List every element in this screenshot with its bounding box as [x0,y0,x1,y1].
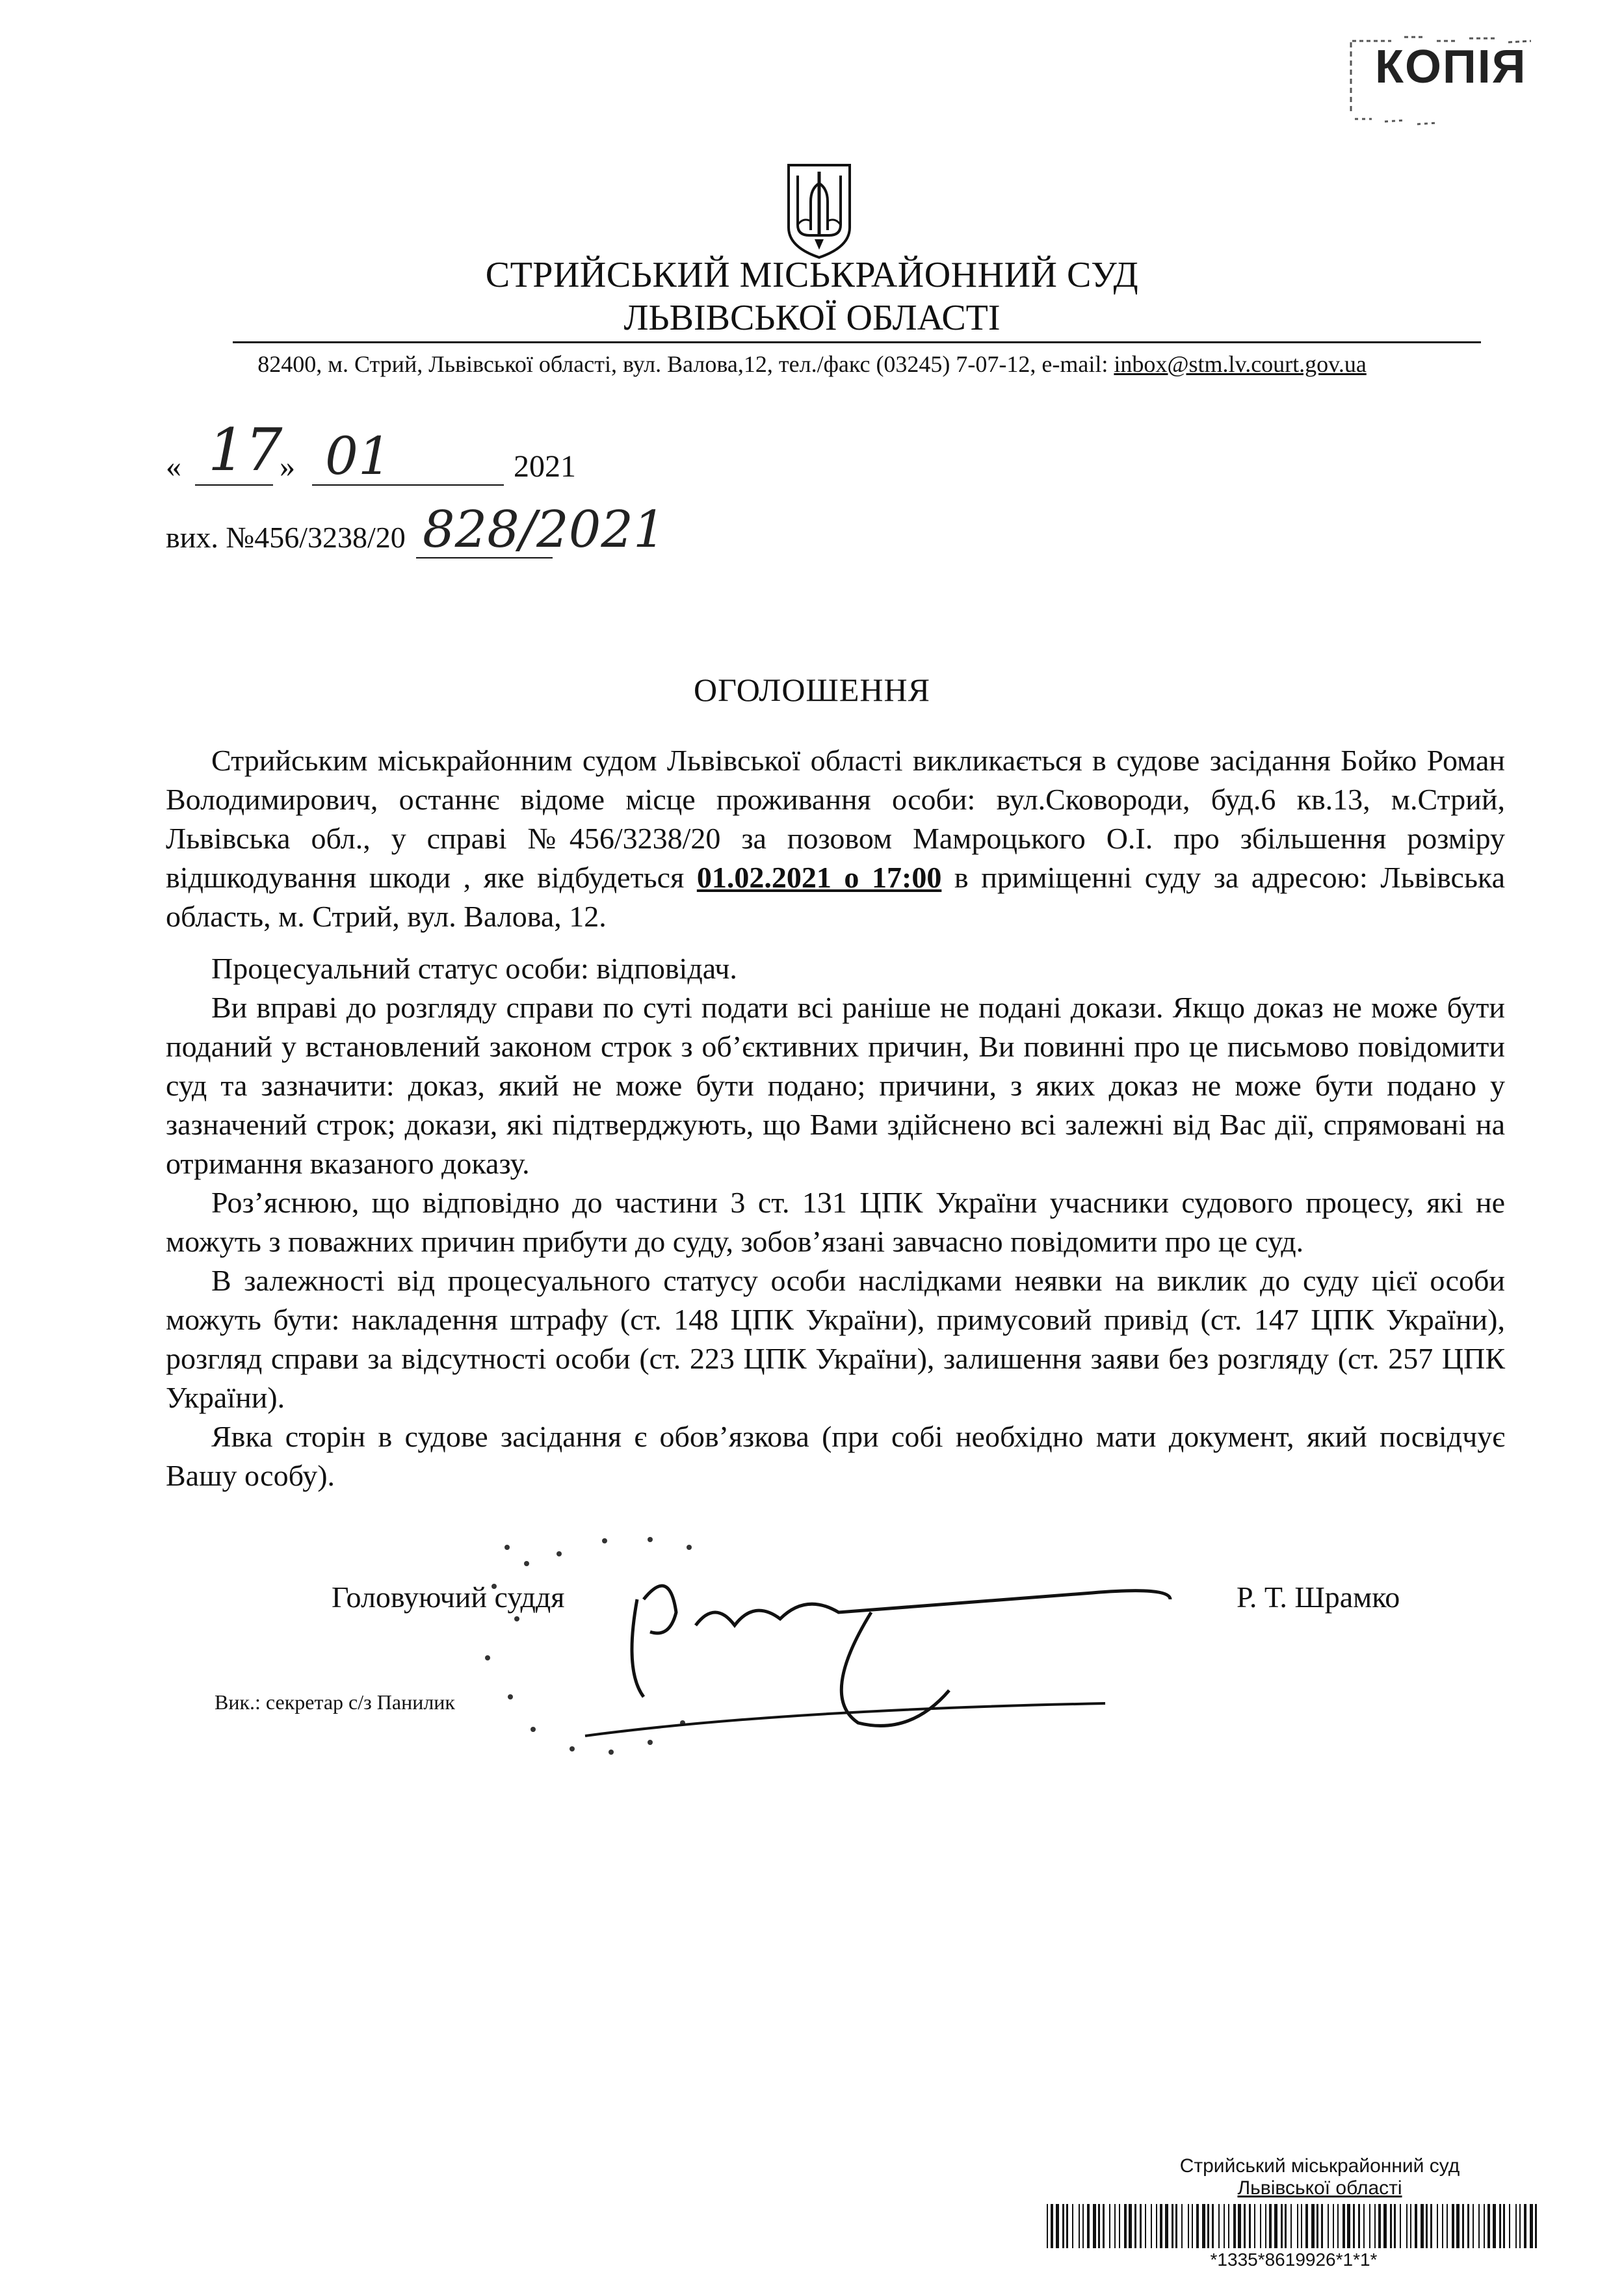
handwritten-signature [455,1528,1203,1788]
barcode-bar [1207,2204,1209,2248]
barcode-bar [1406,2204,1408,2248]
barcode-bar [1515,2204,1517,2248]
barcode-bar [1301,2204,1302,2248]
status-text: Процесуальний статус особи: відповідач. [211,952,737,985]
date-month-underline [312,484,504,486]
barcode-bar [1473,2204,1474,2248]
barcode-bar [1051,2204,1053,2248]
barcode-bar [1218,2204,1220,2248]
barcode-bar [1224,2204,1225,2248]
outgoing-number-label: вих. №456/3238/20 [166,521,406,554]
barcode-bar [1378,2204,1381,2248]
notice-text: Роз’яснюю, що відповідно до частини 3 ст. 131 ЦПК України учасники судового процесу, які не можуть з поважних причин прибути до суду, зобов’язані завчасно повідомити про це суд. [166,1186,1505,1258]
barcode-bar [1328,2204,1329,2248]
attendance-text: Явка сторін в судове засідання є обов’язкова (при собі необхідно мати документ, який посвідчує Вашу особу). [166,1420,1505,1492]
barcode-bar [1456,2204,1460,2248]
barcode-bar [1353,2204,1355,2248]
barcode-bar [1426,2204,1428,2248]
handwritten-date-month: 01 [325,426,391,486]
barcode-bar [1269,2204,1272,2248]
outgoing-number-underline [416,557,553,558]
paragraph-summons [166,741,1505,936]
barcode-bar [1233,2204,1236,2248]
consequences-text: В залежності від процесуального статусу особи наслідками неявки на виклик до суду цієї особи можуть бути: накладення штрафу (ст. 148 ЦПК України), примусовий привід (ст. 147 ЦПК України), розгляд справи за відсутності особи (ст. 223 ЦПК України), залишення заяви без розгляду (ст. 257 ЦПК України). [166,1264,1505,1414]
handwritten-outgoing-number: 828/2021 [423,501,666,559]
date-close-quote: » [280,449,295,484]
court-region: ЛЬВІВСЬКОЇ ОБЛАСТІ [623,298,1001,338]
barcode-bar [1165,2204,1168,2248]
barcode-bar [1151,2204,1152,2248]
barcode-bar [1202,2204,1205,2248]
barcode-bar [1390,2204,1392,2248]
barcode-bar [1499,2204,1501,2248]
barcode-bar [1503,2204,1505,2248]
barcode-bar [1297,2204,1298,2248]
barcode-bar [1430,2204,1432,2248]
trident-icon [783,163,855,260]
barcode-bar [1160,2204,1162,2248]
barcode-bar [1129,2204,1132,2248]
court-address-text: 82400, м. Стрий, Львівської області, вул. Валова,12, тел./факс (03245) 7-07-12, e-mail: [257,351,1114,377]
barcode-bar [1358,2204,1360,2248]
barcode-bar [1093,2204,1096,2248]
barcode [1047,2204,1541,2248]
barcode-bar [1079,2204,1080,2248]
barcode-bar [1265,2204,1266,2248]
barcode-bar [1524,2204,1526,2248]
barcode-bar [1467,2204,1469,2248]
barcode-bar [1342,2204,1345,2248]
barcode-bar [1140,2204,1142,2248]
barcode-bar [1530,2204,1533,2248]
paragraph-evidence [166,988,1505,1183]
handwritten-date-day: 17 [208,416,283,484]
copy-stamp-label: КОПІЯ [1375,41,1527,93]
barcode-bar [1363,2204,1365,2248]
barcode-bar [1082,2204,1084,2248]
barcode-bar [1098,2204,1100,2248]
barcode-bar [1188,2204,1189,2248]
barcode-bar [1535,2204,1537,2248]
barcode-bar [1337,2204,1339,2248]
barcode-bar [1249,2204,1251,2248]
executor-line: Вик.: секретар с/з Панилик [215,1690,455,1714]
barcode-bar [1238,2204,1241,2248]
barcode-bar [1369,2204,1370,2248]
barcode-bar [1192,2204,1193,2248]
court-email[interactable]: inbox@stm.lv.court.gov.ua [1114,351,1367,377]
barcode-bar [1172,2204,1173,2248]
barcode-bar [1290,2204,1292,2248]
barcode-bar [1124,2204,1127,2248]
barcode-bar [1062,2204,1064,2248]
barcode-bar [1374,2204,1376,2248]
barcode-bar [1333,2204,1334,2248]
barcode-bar [1509,2204,1510,2248]
barcode-bar [1311,2204,1315,2248]
barcode-bar [1228,2204,1229,2248]
presiding-judge-title: Головуючий суддя [332,1580,565,1614]
barcode-bar [1421,2204,1424,2248]
barcode-bar [1400,2204,1401,2248]
barcode-bar [1447,2204,1448,2248]
barcode-bar [1254,2204,1255,2248]
barcode-bar [1156,2204,1157,2248]
paragraph-consequences [166,1261,1505,1417]
barcode-court-region: Львівської області [1237,2177,1402,2199]
court-name: СТРИЙСЬКИЙ МІСЬКРАЙОННИЙ СУД [485,255,1139,295]
barcode-bar [1285,2204,1287,2248]
barcode-court-stamp [1105,2155,1534,2199]
barcode-bar [1316,2204,1318,2248]
barcode-bar [1244,2204,1246,2248]
paragraph-status [166,949,1505,988]
barcode-bar [1274,2204,1277,2248]
barcode-bar [1437,2204,1438,2248]
date-day-underline [195,484,273,486]
barcode-court-name: Стрийський міськрайонний суд [1179,2155,1460,2177]
barcode-bar [1212,2204,1214,2248]
paragraph-notice [166,1183,1505,1261]
barcode-bar [1484,2204,1485,2248]
barcode-bar [1347,2204,1350,2248]
barcode-bar [1145,2204,1146,2248]
barcode-bar [1493,2204,1496,2248]
barcode-bar [1442,2204,1443,2248]
barcode-bar [1181,2204,1183,2248]
barcode-bar [1281,2204,1283,2248]
barcode-bar [1047,2204,1048,2248]
barcode-bar [1415,2204,1417,2248]
barcode-bar [1519,2204,1521,2248]
barcode-bar [1462,2204,1464,2248]
barcode-bar [1109,2204,1110,2248]
barcode-bar [1066,2204,1068,2248]
barcode-bar [1114,2204,1116,2248]
barcode-bar [1321,2204,1323,2248]
barcode-bar [1119,2204,1120,2248]
evidence-text: Ви вправі до розгляду справи по суті подати всі раніше не подані докази. Якщо доказ не може бути поданий у встановлений законом строк з об’єктивних причин, Ви повинні про це письмово повідомити суд та зазначити: доказ, який не може бути подано; причини, з яких доказ не може бути подано у зазначений строк; докази, які підтверджують, що Вами здійснено всі залежні від Вас дії, спрямовані на отримання вказаного доказу. [166,991,1505,1180]
barcode-bar [1056,2204,1059,2248]
barcode-bar [1478,2204,1480,2248]
date-open-quote: « [166,449,181,484]
summons-text: Стрийським міськрайонним судом Львівської області викликається в судове засідання Бойко Роман Володимирович, останнє відоме місце проживання особи: вул.Сковороди, буд.6 кв.13, м.Стрий, Львівська обл., у справі №456/3238/20 за позовом Мамроцького О.І. про збільшення розміру відшкодування шкоди , яке відбудеться [166,744,1505,894]
barcode-bar [1175,2204,1177,2248]
barcode-bar [1260,2204,1261,2248]
paragraph-attendance [166,1417,1505,1495]
date-year: 2021 [514,449,576,484]
barcode-number: *1335*8619926*1*1* [1210,2249,1378,2270]
judge-name: Р. Т. Шрамко [1237,1580,1400,1614]
barcode-bar [1410,2204,1411,2248]
barcode-bar [1394,2204,1396,2248]
hearing-datetime: 01.02.2021 о 17:00 [696,861,942,894]
barcode-bar [1383,2204,1387,2248]
barcode-bar [1103,2204,1105,2248]
barcode-bar [1087,2204,1090,2248]
barcode-bar [1487,2204,1490,2248]
barcode-bar [1305,2204,1308,2248]
barcode-bar [1196,2204,1199,2248]
barcode-bar [1134,2204,1136,2248]
document-title: ОГОЛОШЕННЯ [694,672,930,708]
court-address [0,350,1624,378]
barcode-bar [1072,2204,1073,2248]
barcode-bar [1452,2204,1454,2248]
summons-address-text: в приміщенні суду за адресою: Львівська область, м. Стрий, вул. Валова, 12. [166,861,1505,933]
header-divider [233,341,1481,343]
